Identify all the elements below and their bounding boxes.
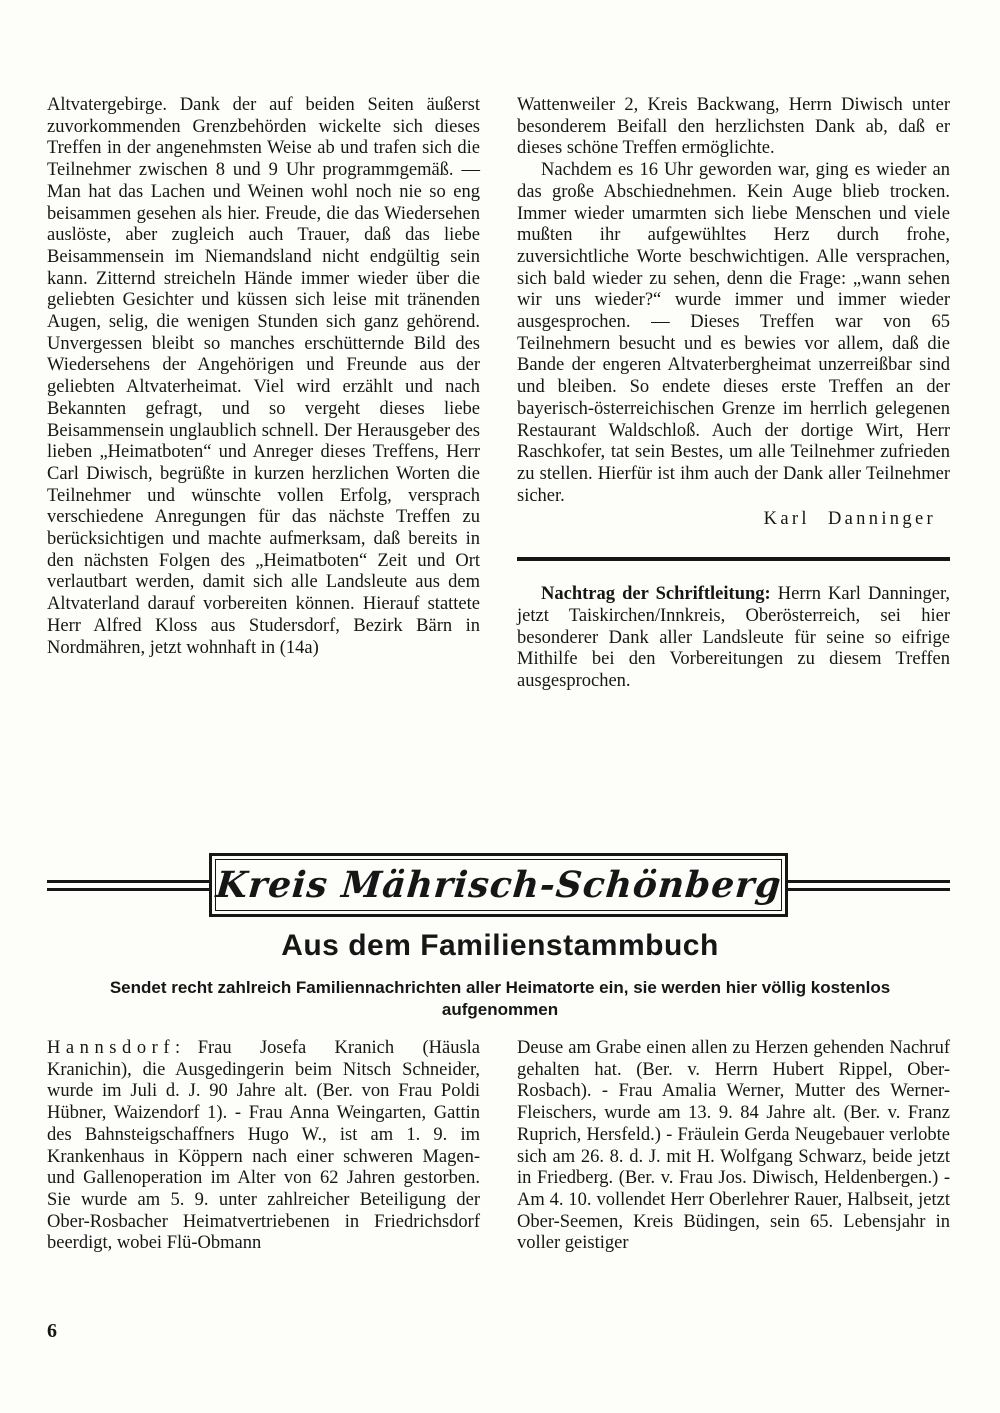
article-left-column xyxy=(47,95,480,693)
family-paragraph-left xyxy=(47,1038,480,1255)
banner-left-rule xyxy=(47,880,209,891)
section-subheading: Sendet recht zahlreich Familiennachrichten aller Heimatorte ein, sie werden hier völlig kostenlos aufgenommen xyxy=(109,978,891,1019)
banner-title: Kreis Mährisch-Schönberg xyxy=(213,864,784,906)
family-left-column xyxy=(47,1038,480,1255)
author-signature: Karl Danninger xyxy=(763,509,936,530)
article-right-column xyxy=(517,95,950,693)
banner-box xyxy=(209,853,788,917)
horizontal-rule xyxy=(517,557,950,561)
article-paragraph-left: Altvatergebirge. Dank der auf beiden Seiten äußerst zuvorkommenden Grenzbehörden wickelte sich dieses Treffen in der angenehmsten Weise ab und trafen sich die Teilnehmer zwischen 8 und 9 Uhr programmgemäß. — Man hat das Lachen und Weinen wohl noch nie so eng beisammen gesehen als hier. Freude, die das Wiedersehen auslöste, aber zugleich auch Trauer, daß das liebe Beisammensein im Niemandsland nicht endgültig sein kann. Zitternd streicheln Hände immer wieder über die geliebten Gesichter und küssen sich leise mit tränenden Augen, selig, die wenigen Stunden sich ganz gehörend. Unvergessen bleibt so manches erschütternde Bild des Wiedersehens der Angehörigen und Freunde aus der geliebten Altvaterheimat. Viel wird erzählt und nach Bekannten gefragt, und so vergeht dieses liebe Beisammensein unglaublich schnell. Der Herausgeber des lieben „Heimatboten“ und Anreger dieses Treffens, Herr Carl Diwisch, begrüßte in kurzen herzlichen Worten die Teilnehmer und wünschte vollen Erfolg, versprach verschiedene Anregungen für das nächste Treffen zu berücksichtigen und machte aufmerksam, daß bereits in den nächsten Folgen des „Heimatboten“ Zeit und Ort verlautbart werden, damit sich alle Landsleute aus dem Altvaterland darauf vorbereiten können. Hierauf stattete Herr Alfred Kloss aus Studersdorf, Bezirk Bärn in Nordmähren, jetzt wohnhaft in (14a) xyxy=(47,95,480,658)
family-right-column xyxy=(517,1038,950,1255)
editor-note-text: Herrn Karl Danninger, jetzt Taiskirchen/Innkreis, Oberösterreich, sei hier besonderer Dank aller Landsleute für seine so eifrige Mithilfe bei den Vorbereitungen zu diesem Treffen ausgesprochen. xyxy=(517,584,950,692)
family-lead-word: Hannsdorf: xyxy=(47,1038,186,1058)
article-paragraph-right-1: Wattenweiler 2, Kreis Backwang, Herrn Diwisch unter besonderem Beifall den herzlichsten Dank ab, daß er dieses schöne Treffen ermöglichte. xyxy=(517,95,950,159)
banner-box-inner xyxy=(215,859,782,911)
banner-right-rule xyxy=(788,880,950,891)
kreis-banner xyxy=(47,853,950,917)
article-section xyxy=(47,95,950,693)
article-paragraph-right-2: Nachdem es 16 Uhr geworden war, ging es wieder an das große Abschiednehmen. Kein Auge blieb trocken. Immer wieder umarmten sich liebe Menschen und viele mußten ihr aufgewühltes Herz durch frohe, zuversichtliche Worte beschwichtigen. Alle versprachen, sich bald wieder zu sehen, denn die Frage: „wann sehen wir uns wieder?“ wurde immer und immer wieder ausgesprochen. — Dieses Treffen war von 65 Teilnehmern besucht und es bewies vor allem, daß die Bande der engeren Altvaterbergheimat unzerreißbar sind und bleiben. So endete dieses erste Treffen an der bayerisch-österreichischen Grenze im herrlich gelegenen Restaurant Waldschloß. Auch der dortige Wirt, Herr Raschkofer, tat sein Bestes, um alle Teilnehmer zufrieden zu stellen. Hierfür ist ihm auch der Dank aller Teilnehmer sicher. xyxy=(517,160,950,506)
editor-note-label: Nachtrag der Schriftleitung: xyxy=(541,584,771,605)
editor-note-paragraph xyxy=(517,584,950,693)
page-number: 6 xyxy=(47,1320,57,1342)
section-heading: Aus dem Familienstammbuch xyxy=(281,929,719,962)
family-news-section xyxy=(47,1038,950,1255)
family-left-text: Frau Josefa Kranich (Häusla Kranichin), die Ausgedingerin beim Nitsch Schneider, wurde im Juli d. J. 90 Jahre alt. (Ber. von Frau Poldi Hübner, Waizendorf 1). - Frau Anna Weingarten, Gattin des Bahnsteigschaffners Hugo W., ist am 1. 9. im Krankenhaus in Köppern nach einer schweren Magen- und Gallenoperation im Alter von 62 Jahren gestorben. Sie wurde am 5. 9. unter zahlreicher Beteiligung der Ober-Rosbacher Heimatvertriebenen in Friedrichsdorf beerdigt, wobei Flü-Obmann xyxy=(47,1038,480,1254)
family-paragraph-right: Deuse am Grabe einen allen zu Herzen gehenden Nachruf gehalten hat. (Ber. v. Herrn Hubert Rippel, Ober-Rosbach). - Frau Amalia Werner, Mutter des Werner-Fleischers, wurde am 13. 9. 84 Jahre alt. (Ber. v. Franz Ruprich, Hersfeld.) - Fräulein Gerda Neugebauer verlobte sich am 26. 8. d. J. mit H. Wolfgang Schwarz, beide jetzt in Friedberg. (Ber. v. Frau Jos. Diwisch, Heldenbergen.) - Am 4. 10. vollendet Herr Oberlehrer Rauer, Halbseit, jetzt Ober-Seemen, Kreis Büdingen, sein 65. Lebensjahr in voller geistiger xyxy=(517,1038,950,1254)
